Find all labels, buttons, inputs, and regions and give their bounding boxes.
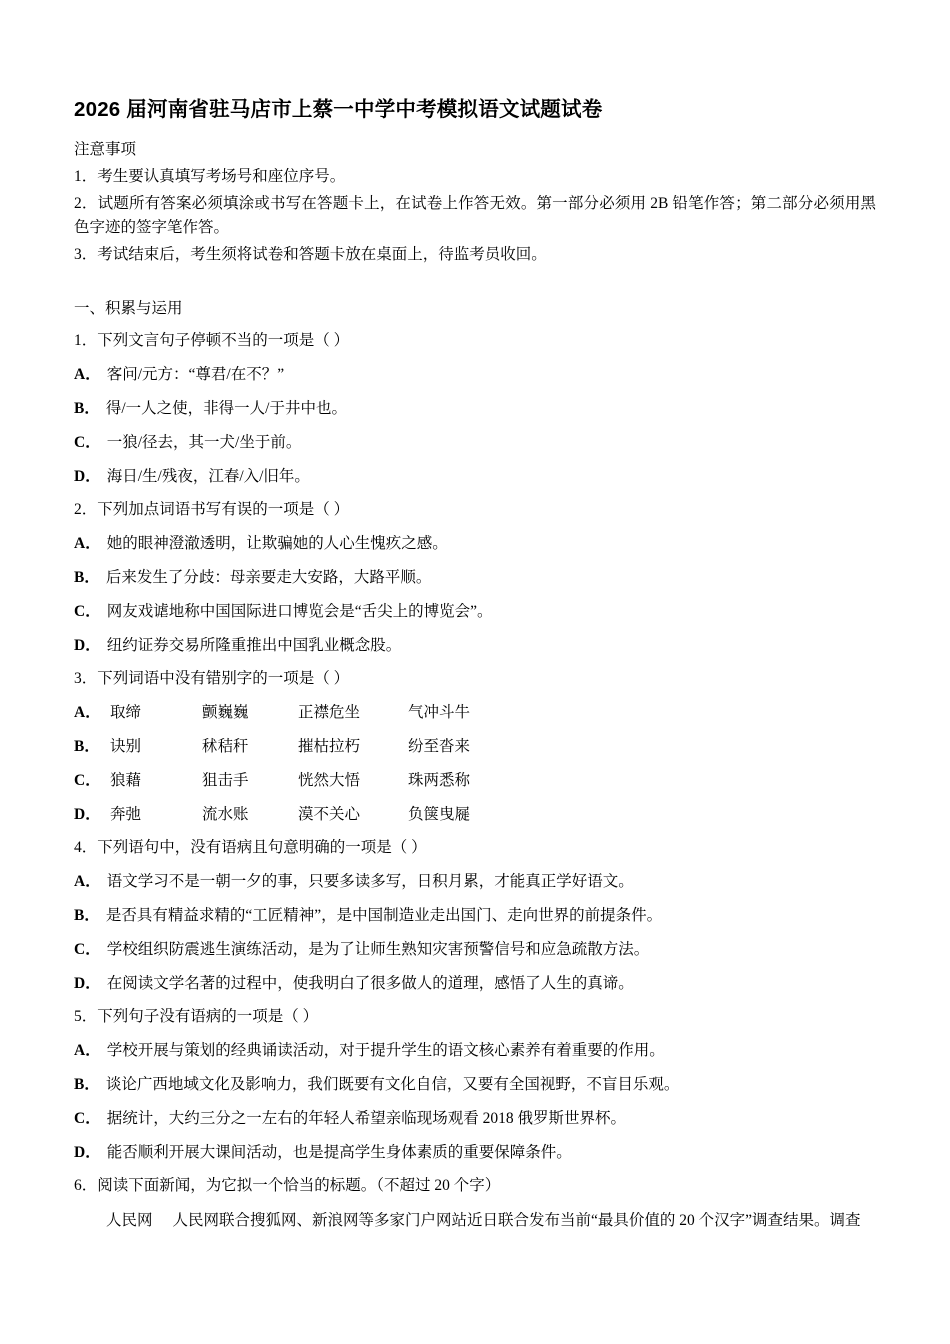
question-text: 下列加点词语书写有误的一项是（ ）	[97, 501, 350, 519]
notice-line-3: 3．考试结束后，考生须将试卷和答题卡放在桌面上，待监考员收回。	[74, 245, 547, 263]
option-label: C．	[74, 940, 101, 958]
option-label: D．	[74, 1143, 101, 1161]
news-paragraph	[74, 1209, 876, 1234]
option-a[interactable]	[74, 701, 876, 726]
question-number: 6．	[74, 1177, 98, 1195]
page-title: 2026 届河南省驻马店市上蔡一中学中考模拟语文试题试卷	[74, 98, 603, 121]
option-label: A．	[74, 704, 101, 722]
option-label: B．	[74, 569, 100, 587]
option-text: 谈论广西地域文化及影响力，我们既要有文化自信，又要有全国视野，不盲目乐观。	[105, 1075, 680, 1093]
option-word: 奔弛	[110, 805, 142, 823]
option-word: 颤巍巍	[202, 704, 249, 722]
option-label: D．	[74, 467, 101, 485]
news-source: 人民网	[106, 1212, 153, 1230]
option-label: C．	[74, 771, 101, 789]
question-stem	[74, 1005, 876, 1030]
option-label: D．	[74, 805, 101, 823]
notice-heading: 注意事项	[74, 141, 137, 158]
option-text: 海日/生/残夜，江春/入/旧年。	[106, 467, 310, 485]
option-text: 客问/元方：“尊君/在不？”	[106, 366, 285, 384]
option-c[interactable]	[74, 600, 876, 625]
option-b[interactable]	[74, 397, 876, 422]
notice-line-2: 2．试题所有答案必须填涂或书写在答题卡上，在试卷上作答无效。第一部分必须用 2B 铅笔作答；第二部分必须用黑色字迹的签字笔作答。	[74, 194, 876, 237]
option-text: 纽约证券交易所隆重推出中国乳业概念股。	[106, 636, 402, 654]
option-word: 狙击手	[202, 771, 249, 789]
question-text: 阅读下面新闻，为它拟一个恰当的标题。（不超过 20 个字）	[97, 1177, 501, 1195]
option-word: 纷至沓来	[408, 738, 471, 755]
question-text: 下列词语中没有错别字的一项是（ ）	[97, 670, 350, 688]
option-d[interactable]	[74, 803, 876, 828]
option-d[interactable]	[74, 465, 876, 490]
option-word: 珠两悉称	[408, 771, 471, 789]
option-text: 网友戏谑地称中国国际进口博览会是“舌尖上的博览会”。	[106, 602, 493, 620]
option-label: C．	[74, 602, 101, 620]
option-word: 流水账	[202, 805, 249, 823]
option-label: A．	[74, 1042, 101, 1060]
option-word: 漠不关心	[298, 805, 361, 823]
option-text: 学校开展与策划的经典诵读活动，对于提升学生的语文核心素养有着重要的作用。	[106, 1042, 665, 1060]
question-stem	[74, 836, 876, 861]
option-label: C．	[74, 1109, 101, 1127]
question-stem	[74, 498, 876, 523]
option-word: 秫秸秆	[202, 738, 249, 755]
option-a[interactable]	[74, 1039, 876, 1064]
option-label: B．	[74, 738, 100, 755]
question-number: 4．	[74, 839, 98, 857]
option-a[interactable]	[74, 870, 876, 895]
option-label: C．	[74, 433, 101, 451]
option-d[interactable]	[74, 972, 876, 997]
option-text: 一狼/径去，其一犬/坐于前。	[106, 433, 302, 451]
question-number: 5．	[74, 1008, 98, 1026]
option-text: 学校组织防震逃生演练活动，是为了让师生熟知灾害预警信号和应急疏散方法。	[106, 940, 650, 958]
option-label: B．	[74, 400, 100, 418]
option-text: 能否顺利开展大课间活动，也是提高学生身体素质的重要保障条件。	[106, 1143, 572, 1161]
option-d[interactable]	[74, 634, 876, 659]
option-label: B．	[74, 906, 100, 924]
question-stem	[74, 329, 876, 354]
option-c[interactable]	[74, 1107, 876, 1132]
question-stem	[74, 667, 876, 692]
option-label: A．	[74, 535, 101, 553]
question-text: 下列句子没有语病的一项是（ ）	[97, 1008, 319, 1026]
question-text: 下列文言句子停顿不当的一项是（ ）	[97, 332, 350, 350]
option-b[interactable]	[74, 735, 876, 760]
question-text: 下列语句中，没有语病且句意明确的一项是（ ）	[97, 839, 427, 857]
option-text: 她的眼神澄澈透明，让欺骗她的人心生愧疚之感。	[106, 535, 448, 553]
option-text: 是否具有精益求精的“工匠精神”，是中国制造业走出国门、走向世界的前提条件。	[105, 906, 663, 924]
option-word: 取缔	[110, 704, 142, 722]
option-b[interactable]	[74, 566, 876, 591]
option-word: 摧枯拉朽	[298, 738, 361, 755]
option-label: A．	[74, 873, 101, 891]
option-a[interactable]	[74, 363, 876, 388]
option-word: 气冲斗牛	[408, 704, 471, 722]
option-text: 得/一人之使，非得一人/于井中也。	[105, 400, 347, 418]
option-label: D．	[74, 974, 101, 992]
option-label: B．	[74, 1075, 100, 1093]
option-c[interactable]	[74, 431, 876, 456]
question-number: 3．	[74, 670, 98, 688]
option-b[interactable]	[74, 904, 876, 929]
option-word: 狼藉	[110, 771, 142, 789]
option-label: D．	[74, 636, 101, 654]
option-text: 语文学习不是一朝一夕的事，只要多读多写，日积月累，才能真正学好语文。	[106, 873, 634, 891]
option-word: 恍然大悟	[298, 771, 361, 789]
question-number: 1．	[74, 332, 98, 350]
option-b[interactable]	[74, 1073, 876, 1098]
option-text: 据统计，大约三分之一左右的年轻人希望亲临现场观看 2018 俄罗斯世界杯。	[106, 1109, 626, 1127]
question-stem	[74, 1174, 876, 1199]
option-d[interactable]	[74, 1141, 876, 1166]
option-a[interactable]	[74, 532, 876, 557]
option-label: A．	[74, 366, 101, 384]
option-text: 后来发生了分歧：母亲要走大安路，大路平顺。	[105, 569, 432, 587]
option-word: 正襟危坐	[298, 704, 361, 722]
notice-line-1: 1．考生要认真填写考场号和座位序号。	[74, 168, 346, 186]
section-heading: 一、积累与运用	[74, 300, 183, 318]
option-c[interactable]	[74, 938, 876, 963]
option-word: 诀别	[110, 738, 142, 755]
option-word: 负箧曳屣	[408, 805, 471, 823]
option-c[interactable]	[74, 769, 876, 794]
question-number: 2．	[74, 501, 98, 519]
news-text: 人民网联合搜狐网、新浪网等多家门户网站近日联合发布当前“最具价值的 20 个汉字”调查结果。调查	[172, 1212, 861, 1230]
option-text: 在阅读文学名著的过程中，使我明白了很多做人的道理，感悟了人生的真谛。	[106, 974, 634, 992]
